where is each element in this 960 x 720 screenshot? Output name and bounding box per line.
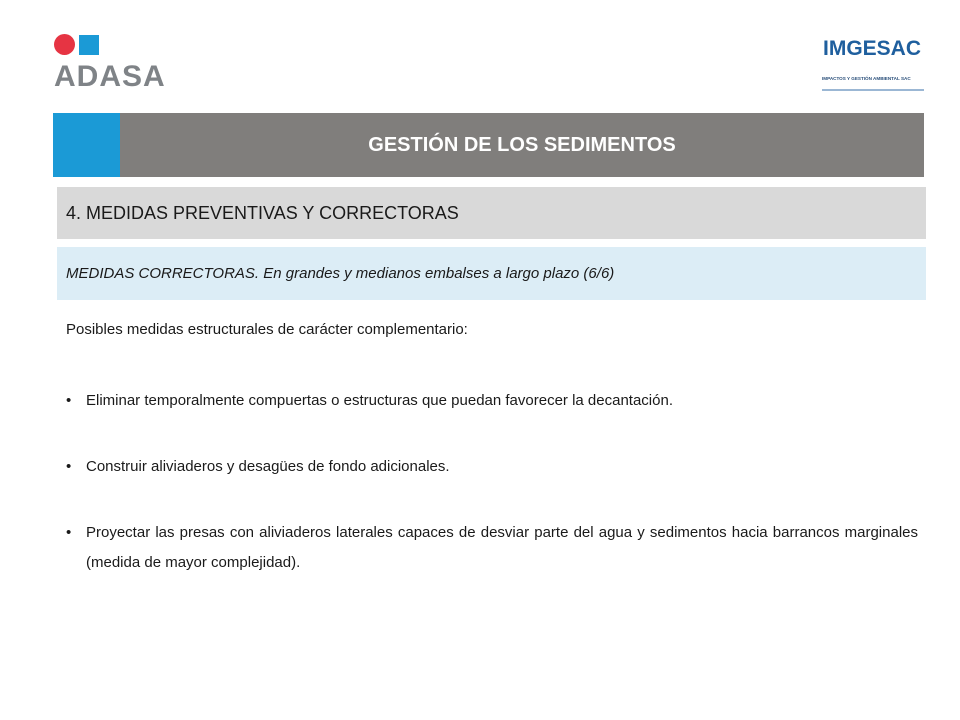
title-accent-block [53, 113, 120, 177]
imgesac-logo [820, 36, 926, 94]
imgesac-logo-title: IMGESAC [823, 37, 922, 60]
list-item-text: Construir aliviaderos y desagües de fondo adicionales. [86, 458, 450, 475]
title-bar [120, 113, 924, 177]
list-item [66, 518, 918, 578]
adasa-logo-text: ADASA [54, 60, 166, 93]
list-item-text: Proyectar las presas con aliviaderos laterales capaces de desviar parte del agua y sedimentos hacia barrancos marginales (medida de mayor complejidad). [86, 524, 918, 571]
bullet-icon: • [66, 458, 72, 475]
adasa-logo-dot-icon [54, 34, 75, 55]
list-item [66, 452, 926, 482]
subsection-title: MEDIDAS CORRECTORAS. En grandes y medianos embalses a largo plazo (6/6) [66, 265, 615, 282]
list-item [66, 386, 926, 416]
bullet-icon: • [66, 392, 72, 409]
bullet-icon: • [66, 524, 72, 541]
subsection-header [57, 247, 926, 300]
intro-text: Posibles medidas estructurales de carácter complementario: [66, 321, 468, 338]
list-item-text: Eliminar temporalmente compuertas o estructuras que puedan favorecer la decantación. [86, 392, 673, 409]
section-title: 4. MEDIDAS PREVENTIVAS Y CORRECTORAS [66, 202, 459, 223]
section-header [57, 187, 926, 239]
imgesac-logo-underline [822, 89, 924, 91]
adasa-logo-square-icon [79, 35, 99, 55]
imgesac-logo-tagline: IMPACTOS Y GESTIÓN AMBIENTAL SAC [822, 76, 911, 81]
page-title: GESTIÓN DE LOS SEDIMENTOS [368, 133, 676, 156]
adasa-logo [54, 34, 174, 94]
